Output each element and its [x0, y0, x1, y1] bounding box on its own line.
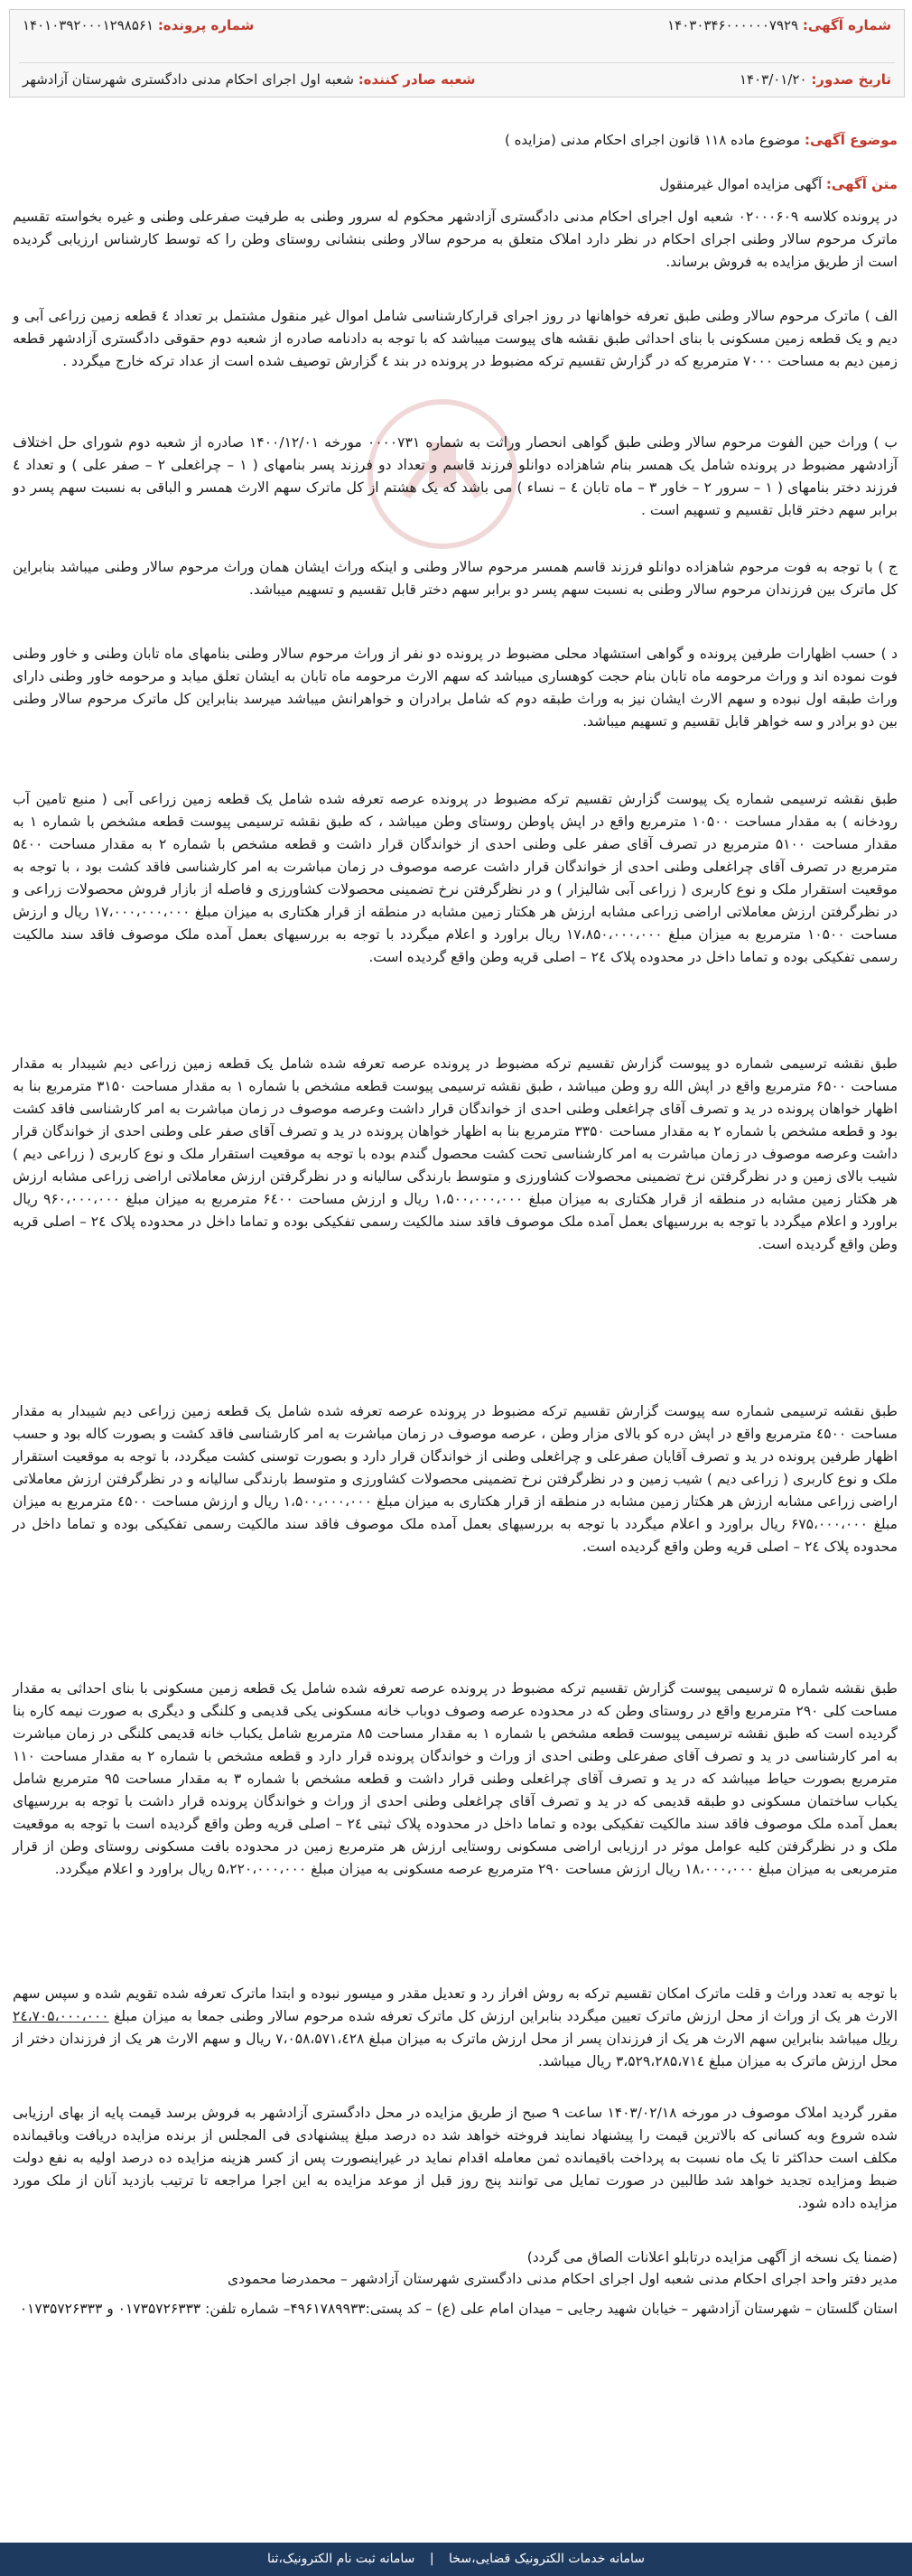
parcel-map-3-paragraph: طبق نقشه ترسیمی شماره سه پیوست گزارش تقسیم ترکه مضبوط در پرونده عرصه تعرفه شده شامل یک قطعه زمین زراعی دیم شیبدار به مقدار مساحت ٤۵۰۰ مترمربع واقع در اپش دره کو بالای مزار وطن ، عرصه موصوف در زمان مباشرت به امر کارشناسی فاقد کشت و بصورت کاله بود و حسب اظهار طرفین پرونده در ید و تصرف آقایان صفرعلی و چراغعلی وطنی از خواندگان قرار دارد و بصورت توسنی کشت میگردد، با توجه به موقعیت استقرار ملک و نوع کاربری ( زراعی دیم ) شیب زمین و در نظرگرفتن نرخ تضمینی محصولات کشاورزی و متوسط بارندگی سالیانه و در نظرگرفتن ارزش معاملاتی اراضی زراعی مشابه ارزش هر هکتار زمین مشابه در منطقه از قرار هکتاری به میزان مبلغ ۱،۵۰۰،۰۰۰،۰۰۰ ریال و ارزش مساحت ٤۵۰۰ مترمربع به میزان مبلغ ۶۷۵،۰۰۰،۰۰۰ ریال براورد و اعلام میگردد با توجه به بررسیهای بعمل آمده ملک موصوف فاقد سند مالکیت رسمی تفکیکی بوده و تماما داخل در محدوده پلاک ۲٤ – اصلی قریه وطن واقع گردیده است.: [13, 1403, 898, 1555]
inheritance-value-paragraph: [13, 1983, 898, 2100]
signature-line: مدیر دفتر واحد اجرای احکام مدنی شعبه اول اجرای احکام مدنی دادگستری شهرستان آزادشهر – محمدرضا محمودی: [228, 2271, 898, 2287]
ad-text-title: آگهی مزایده اموال غیرمنقول: [659, 176, 823, 192]
footer-sana-link[interactable]: سامانه ثبت نام الکترونیک،ثنا: [267, 2552, 415, 2566]
ad-topic: [13, 129, 898, 151]
header-divider: [19, 62, 895, 63]
ad-number: [667, 14, 891, 37]
topic-value: موضوع ماده ۱۱۸ قانون اجرای احکام مدنی (مزایده ): [504, 132, 801, 148]
paragraph-jim: ج ) با توجه به فوت مرحوم شاهزاده دوانلو فرزند قاسم همسر مرحوم سالار وطنی و اینکه وراث ایشان همان وراث مرحوم سالار وطنی میباشد بنابراین کل ماترک بین فرزندان مرحوم سالار وطنی به نسبت سهم پسر دو برابر سهم دختر قابل تقسیم و تسهیم میباشد.: [13, 559, 898, 598]
case-number-value: ۱۴۰۱۰۳۹۲۰۰۰۱۲۹۸۵۶۱: [23, 17, 154, 33]
auction-terms-paragraph: مقرر گردید املاک موصوف در مورخه ۱۴۰۳/۰۲/۱۸ ساعت ۹ صبح از طریق مزایده در محل دادگستری آزادشهر به فروش برسد قیمت پایه از بهای ارزیابی شده شروع وبه کسانی که بالاترین قیمت را پیشنهاد نمایند فروخته خواهد شد ده درصد مبلغ پیشنهادی فی المجلس از برنده مزایده دریافت وباقیمانده مکلف است حداکثر تا یک ماه نسبت به پرداخت باقیمانده ثمن معامله اقدام نماید در غیراینصورت پس از کسر هزینه مزایده ده درصد اولیه به نفع دولت ضبط ومزایده تجدید خواهد شد طالبین در صورت تمایل می توانند پنج روز قبل از موعد مزایده به این اجرا مراجعه تا ترتیب بازدید آنان از ملک مورد مزایده داده شود.: [13, 2105, 898, 2211]
issue-date-label: تاریخ صدور:: [811, 71, 891, 88]
ad-text-label: متن آگهی:: [825, 176, 898, 192]
inheritance-text-after: میباشد بنابراین سهم الارث هر یک از فرزندان پسر از محل ارزش ماترک به میزان مبلغ ۷،۰۵۸،۵۷۱،٤۲۸ ریال و سهم الارث هر یک از فرزندان دختر از محل ارزش ماترک به میزان مبلغ ۳،۵۲۹،۲۸۵،۷۱٤ ریال میباشد.: [13, 2031, 898, 2069]
header-box: [9, 9, 905, 98]
inheritance-text-before: با توجه به تعدد وراث و قلت ماترک امکان تقسیم ترکه به روش افراز رد و تعدیل مقدر و میسور نبوده و ابتدا ماترک تعرفه شده تقویم شده و سپس سهم الارث هر یک از وراث از محل ارزش ماترک تعیین میگردد بنابراین ارزش کل ماترک تعرفه شده مرحوم سالار وطنی جمعا به میزان مبلغ: [13, 1985, 898, 2024]
total-estate-amount: ۲٤،۷۰۵،۰۰۰،۰۰۰ ریال: [13, 2008, 898, 2047]
paragraph-alef: الف ) ماترک مرحوم سالار وطنی طبق تعرفه خواهانها در روز اجرای قرارکارشناسی شامل اموال غیر منقول مشتمل بر تعداد ٤ قطعه زمین زراعی آبی و دیم و یک قطعه زمین مسکونی با بنای احداثی طبق نقشه های پیوست میباشد که با توجه به دادنامه صادره از شعبه دوم حقوقی دادگستری آزادشهر قطعه زمین دیم به مساحت ۷۰۰۰ مترمربع که در گزارش تقسیم ترکه مضبوط در پرونده در بند ٤ گزارش توصیف شده است از عداد ترکه خارج میگردد .: [13, 308, 898, 369]
intro-paragraph: در پرونده کلاسه ۰۲۰۰۰۶۰۹ شعبه اول اجرای احکام مدنی دادگستری آزادشهر محکوم له سرور وطنی به طرفیت صفرعلی وطنی و غیره بخواسته تقسیم ماترک مرحوم سالار وطنی اجرای احکام در نظر دارد املاک متعلق به مرحوم سالار وطنی بنشانی روستای وطن را که توسط کارشناس ارزیابی گردیده است از طریق مزایده به فروش برساند.: [13, 209, 898, 270]
paragraph-dal: د ) حسب اظهارات طرفین پرونده و گواهی استشهاد محلی مضبوط در پرونده دو نفر از وراث مرحوم سالار وطنی بنامهای ماه تابان وطنی و خاور وطنی فوت نموده اند و وراث مرحومه ماه تابان بنام حجت کوهساری میباشد که سهم الارث مرحومه ماه تابان به ایشان تعلق میابد و مرحومه خاور وطنی دارای وراث طبقه اول نبوده و سهم الارث ایشان نیز به وراث طبقه دوم که شامل برادران و خواهرانش میباشد میرسد بنابراین کل ماترک مرحوم سالار وطنی بین دو برادر و سه خواهر قابل تقسیم و تسهیم میباشد.: [13, 646, 898, 730]
footer-separator: |: [429, 2552, 434, 2566]
issuing-branch: [23, 68, 476, 91]
contact-address: استان گلستان – شهرستان آزادشهر – خیابان شهید رجایی – میدان امام علی (ع) – کد پستی:۴۹۶۱۷۸۹۹۳۳– شماره تلفن: ۰۱۷۳۵۷۲۶۳۳۳ و ۰۱۷۳۵۷۲۶۳۳۳: [19, 2301, 898, 2317]
footer-bar: [0, 2543, 912, 2576]
parcel-map-1-paragraph: طبق نقشه ترسیمی شماره یک پیوست گزارش تقسیم ترکه مضبوط در پرونده عرصه تعرفه شده شامل یک قطعه زمین زراعی آبی ( منبع تامین آب رودخانه ) به مقدار مساحت ۱۰۵۰۰ مترمربع واقع در اپش پاوطن روستای وطن میباشد ، که طبق نقشه ترسیمی پیوست قطعه مشخص با شماره ۱ به مقدار مساحت ۵۱۰۰ مترمربع در تصرف آقای صفر علی وطنی احدی از خواندگان قرار داشت و قطعه مشخص با شماره ۲ به مقدار مساحت ۵٤۰۰ مترمربع در تصرف آقای چراغعلی وطنی احدی از خواندگان قرار داشت عرصه موصوف در زمان مباشرت به امر کارشناسی فاقد کشت بود ، با توجه به موقعیت استقرار ملک و نوع کاربری ( زراعی آبی شالیزار ) و در نظرگرفتن نرخ تضمینی محصولات کشاورزی و فاصله از بازار فروش محصولات زراعی و در نظرگرفتن ارزش معاملاتی اراضی زراعی مشابه ارزش هر هکتار زمین مشابه در منطقه از قرار هکتاری به میزان مبلغ ۱۷،۰۰۰،۰۰۰،۰۰۰ ریال و ارزش مساحت ۱۰۵۰۰ مترمربع به میزان مبلغ ۱۷،۸۵۰،۰۰۰،۰۰۰ ریال براورد و اعلام میگردد با توجه به بررسیهای بعمل آمده ملک موصوف فاقد سند مالکیت رسمی تفکیکی بوده و تماما داخل در محدوده پلاک ۲٤ – اصلی قریه وطن واقع گردیده است.: [13, 791, 898, 965]
case-number: [23, 14, 254, 37]
issuing-branch-label: شعبه صادر کننده:: [358, 71, 476, 88]
case-number-label: شماره پرونده:: [157, 17, 255, 33]
issue-date-value: ۱۴۰۳/۰۱/۲۰: [739, 71, 807, 88]
parcel-map-5-paragraph: طبق نقشه شماره ۵ ترسیمی پیوست گزارش تقسیم ترکه مضبوط در پرونده عرصه تعرفه شده شامل یک قطعه زمین مسکونی با بنای احداثی به مقدار مساحت کلی ۲۹۰ مترمربع واقع در روستای وطن که در محدوده عرصه وصوف دوباب خانه مسکونی یکی قدیمی و کلنگی و دیگری به صورت نیمه کاره بنا گردیده است که طبق نقشه ترسیمی پیوست قطعه مشخص با شماره ۱ به مقدار مساحت ۸۵ مترمربع شامل یکباب خانه قدیمی کلنگی در زمان مباشرت به امر کارشناسی در ید و تصرف آقای صفرعلی وطنی احدی از وراث و خواندگان پرونده قرار دارد و قطعه مشخص با شماره ۲ به مقدار مساحت ۱۱۰ مترمربع بصورت حیاط میباشد که در ید و تصرف آقای چراغعلی وطنی قرار داشت و قطعه مشخص با شماره ۳ به مقدار مساحت ۹۵ مترمربع شامل یکباب ساختمان مسکونی دو طبقه قدیمی که در ید و تصرف آقای چراغعلی وطنی احدی از وراث و خواندگان پرونده قرار داشت با توجه به بررسیهای بعمل آمده ملک موصوف فاقد سند مالکیت تفکیکی بوده و تماما داخل در محدوده پلاک ثبتی ۲٤ – اصلی قریه وطن واقع گردیده است با توجه به موقعیت ملک و در نظرگرفتن کلیه عوامل موثر در ارزیابی اراضی مسکونی روستایی ارزش هر مترمربع زمین در محدوده بافت مسکونی روستای وطن از قرار مترمربعی به میزان مبلغ ۱۸،۰۰۰،۰۰۰ ریال ارزش مساحت ۲۹۰ مترمربع عرصه مسکونی به میزان مبلغ ۵،۲۲۰،۰۰۰،۰۰۰ ریال براورد و اعلام میگردد.: [13, 1680, 898, 1877]
paragraph-be: ب ) وراث حین الفوت مرحوم سالار وطنی طبق گواهی انحصار وراثت به شماره ۰۰۰۰۷۳۱ مورخه ۱۴۰۰/۱۲/۰۱ صادره از شعبه دوم شورای حل اختلاف آزادشهر مضبوط در پرونده شامل یک همسر بنام شاهزاده دوانلو فرزند قاسم و تعداد دو فرزند پسر بنامهای ( ۱ – چراغعلی ۲ – صفر علی ) و تعداد ٤ فرزند دختر بنامهای ( ۱ – سرور ۲ – خاور ۳ – ماه تابان ٤ – نساء ) می باشد که یک هشتم از کل ماترک سهم الارث همسر و الباقی به نسبت سهم پسر دو برابر سهم دختر قابل تقسیم و تسهیم است .: [13, 434, 898, 518]
ad-number-label: شماره آگهی:: [802, 17, 891, 33]
footer-sakha-link[interactable]: سامانه خدمات الکترونیک قضایی،سخا: [449, 2552, 645, 2566]
posting-note: (ضمنا یک نسخه از آگهی مزایده درتابلو اعلانات الصاق می گردد): [526, 2249, 898, 2265]
parcel-map-2-paragraph: طبق نقشه ترسیمی شماره دو پیوست گزارش تقسیم ترکه مضبوط در پرونده عرصه تعرفه شده شامل یک قطعه زمین زراعی دیم شیبدار به مقدار مساحت ۶۵۰۰ مترمربع واقع در اپش الله رو وطن میباشد ، طبق نقشه ترسیمی پیوست قطعه مشخص با شماره ۱ به مقدار مساحت ۳۱۵۰ مترمربع بنا به اظهار خواهان پرونده در ید و تصرف آقای چراغعلی وطنی احدی از خواندگان قرار داشت وعرصه موصوف در زمان مباشرت به امر کارشناسی فاقد کشت بود و قطعه مشخص با شماره ۲ به مقدار مساحت ۳۳۵۰ مترمربع بنا به اظهار خواهان پرونده در ید و تصرف آقای صفر علی وطنی احدی از خواندگان قرار داشت وعرصه موصوف در زمان مباشرت به امر کارشناسی تحت کشت محصول گندم بوده با توجه به موقعیت استقرار ملک و نوع کاربری ( زراعی دیم ) شیب بالای زمین و در نظرگرفتن نرخ تضمینی محصولات کشاورزی و متوسط بارندگی سالیانه و در نظرگرفتن ارزش معاملاتی اراضی زراعی مشابه ارزش هر هکتار زمین مشابه در منطقه از قرار هکتاری به میزان مبلغ ۱،۵۰۰،۰۰۰،۰۰۰ ریال و ارزش مساحت ۶٤۰۰ مترمربع به میزان مبلغ ۹۶۰،۰۰۰،۰۰۰ ریال براورد و اعلام میگردد با توجه به بررسیهای بعمل آمده ملک موصوف فاقد سند مالکیت رسمی تفکیکی بوده و تماما داخل در محدوده پلاک ۲٤ – اصلی قریه وطن واقع گردیده است.: [13, 1056, 898, 1252]
ad-text-heading: [659, 173, 898, 195]
issuing-branch-value: شعبه اول اجرای احکام مدنی دادگستری شهرستان آزادشهر: [23, 71, 354, 88]
topic-label: موضوع آگهی:: [804, 132, 898, 148]
issue-date: [740, 68, 891, 91]
ad-number-value: ۱۴۰۳۰۳۴۶۰۰۰۰۰۰۷۹۲۹: [667, 17, 799, 33]
